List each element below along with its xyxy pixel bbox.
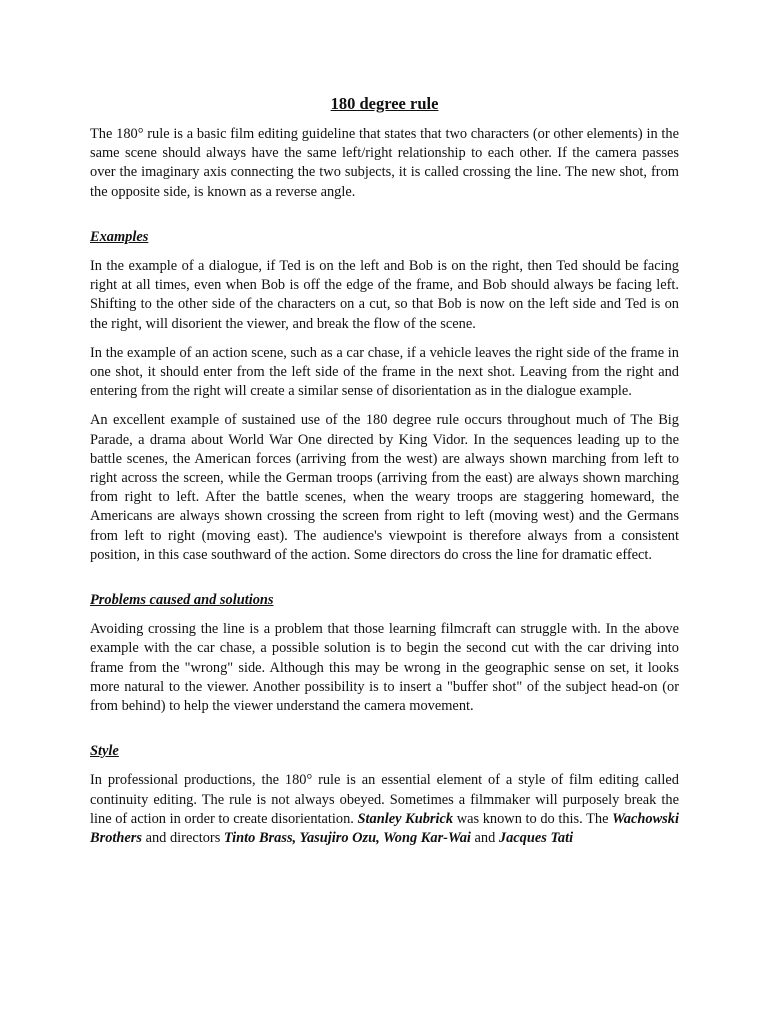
intro-paragraph: The 180° rule is a basic film editing guideline that states that two characters (or other elements) in the same scene should always have the same left/right relationship to each other. If the camera passes over the imaginary axis connecting the two subjects, it is called crossing the line. The new shot, from the opposite side, is known as a reverse angle. bbox=[90, 126, 679, 200]
paragraph-spacer bbox=[90, 401, 679, 411]
style-name-kubrick: Stanley Kubrick bbox=[357, 810, 454, 827]
examples-paragraph-3: An excellent example of sustained use of the 180 degree rule occurs throughout much of The Big Parade, a drama about World War One directed by King Vidor. In the sequences leading up to the battle scenes, the American forces (arriving from the west) are always shown marching from left to right across the screen, while the German troops (arriving from the east) are always shown marching from right to left. After the battle scenes, when the weary troops are staggering homeward, the Americans are always shown crossing the screen from right to left (moving west) and the Germans from left to right (moving east). The audience's viewpoint is therefore always from a consistent position, in this case southward of the action. Some directors do cross the line for dramatic effect. bbox=[90, 412, 679, 563]
problems-heading: Problems caused and solutions bbox=[90, 592, 274, 609]
style-paragraph-1 bbox=[90, 771, 679, 848]
examples-paragraph-1: In the example of a dialogue, if Ted is on the left and Bob is on the right, then Ted should be facing right at all times, even when Bob is off the edge of the frame, and Bob should always be facing left. Shifting to the other side of the characters on a cut, so that Bob is now on the left side and Ted is on the right, will disorient the viewer, and break the flow of the scene. bbox=[90, 258, 679, 332]
paragraph-spacer bbox=[90, 334, 679, 344]
style-heading: Style bbox=[90, 743, 119, 760]
style-name-directors: Tinto Brass, Yasujiro Ozu, Wong Kar-Wai bbox=[223, 830, 471, 847]
style-name-tati: Jacques Tati bbox=[498, 830, 574, 847]
examples-heading: Examples bbox=[90, 228, 149, 245]
section-spacer bbox=[90, 716, 679, 742]
problems-paragraph-1: Avoiding crossing the line is a problem that those learning filmcraft can struggle with. In the above example with the car chase, a possible solution is to begin the second cut with the car driving into frame from the "wrong" side. Although this may be wrong in the geographic sense on set, it looks more natural to the viewer. Another possibility is to insert a "buffer shot" of the subject head-on (or from behind) to help the viewer understand the camera movement. bbox=[90, 621, 679, 715]
section-spacer bbox=[90, 202, 679, 228]
section-spacer bbox=[90, 565, 679, 591]
style-text-2: was known to do this. The bbox=[453, 810, 613, 827]
page-title: 180 degree rule bbox=[330, 94, 439, 113]
style-text-1: In professional productions, the 180° rule is an essential element of a style of film editing called continuity editing. The rule is not always obeyed. Sometimes a filmmaker will purposely break the line of action in order to create disorientation. bbox=[90, 772, 679, 827]
document-page bbox=[90, 92, 679, 848]
style-text-3: and directors bbox=[141, 830, 224, 847]
examples-paragraph-2: In the example of an action scene, such as a car chase, if a vehicle leaves the right side of the frame in one shot, it should enter from the left side of the frame in the next shot. Leaving from the right and entering from the right will create a similar sense of disorientation as in the dialogue example. bbox=[90, 344, 679, 400]
style-name-wachowski: Wachowski Brothers bbox=[90, 810, 679, 847]
style-text-4: and bbox=[470, 830, 499, 847]
